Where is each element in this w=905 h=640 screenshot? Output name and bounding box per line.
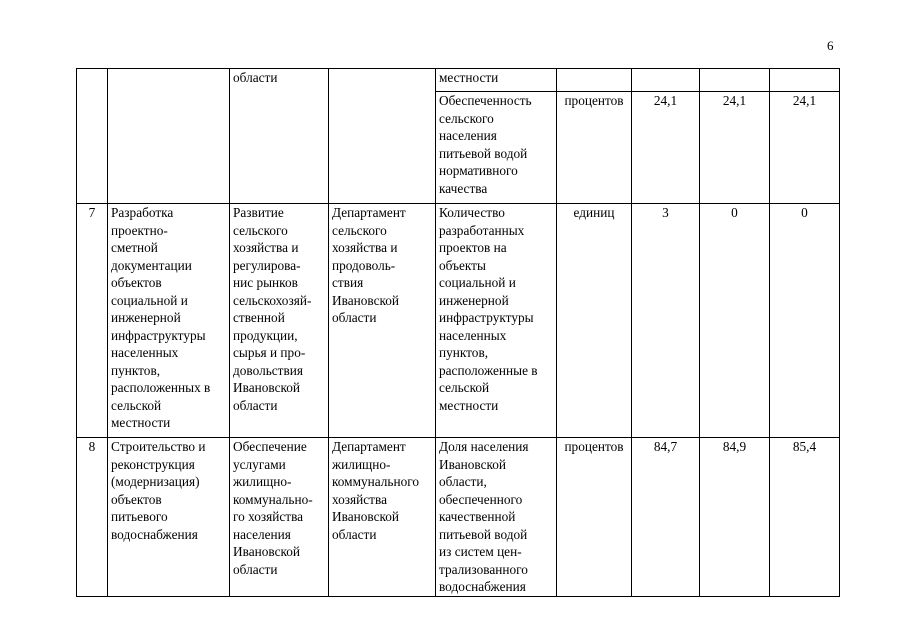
unit-cell: процентов xyxy=(557,92,632,204)
table-row xyxy=(77,69,840,92)
program-cell: Развитие сельского хозяйства и регулирова- нис рынков сельскохозяй- ственной продукции, сырья и про- довольствия Ивановской области xyxy=(230,204,329,438)
value-cell-1: 84,7 xyxy=(632,438,700,597)
value-cell-1: 24,1 xyxy=(632,92,700,204)
program-table xyxy=(76,68,840,597)
value-cell-3: 0 xyxy=(770,204,840,438)
indicator-cell: местности xyxy=(436,69,557,92)
value-cell-3 xyxy=(770,69,840,92)
value-cell-2: 84,9 xyxy=(700,438,770,597)
value-cell-1: 3 xyxy=(632,204,700,438)
row-number-cell: 7 xyxy=(77,204,108,438)
value-cell-1 xyxy=(632,69,700,92)
value-cell-3: 85,4 xyxy=(770,438,840,597)
page-number: 6 xyxy=(827,38,834,53)
value-cell-3: 24,1 xyxy=(770,92,840,204)
indicator-cell: Доля населения Ивановской области, обеспеченного качественной питьевой водой из систем цен- трализованного водоснабжения xyxy=(436,438,557,597)
executor-cell: Департамент сельского хозяйства и продоволь- ствия Ивановской области xyxy=(329,204,436,438)
program-cell: области xyxy=(230,69,329,204)
executor-cell: Департамент жилищно- коммунального хозяйства Ивановской области xyxy=(329,438,436,597)
event-cell xyxy=(108,69,230,204)
value-cell-2 xyxy=(700,69,770,92)
program-cell: Обеспечение услугами жилищно- коммунально- го хозяйства населения Ивановской области xyxy=(230,438,329,597)
executor-cell xyxy=(329,69,436,204)
table-row xyxy=(77,438,840,597)
event-cell: Разработка проектно- сметной документации объектов социальной и инженерной инфраструктуры населенных пунктов, расположенных в сельской местности xyxy=(108,204,230,438)
indicator-cell: Обеспеченность сельского населения питьевой водой нормативного качества xyxy=(436,92,557,204)
unit-cell: процентов xyxy=(557,438,632,597)
event-cell: Строительство и реконструкция (модернизация) объектов питьевого водоснабжения xyxy=(108,438,230,597)
unit-cell xyxy=(557,69,632,92)
value-cell-2: 24,1 xyxy=(700,92,770,204)
value-cell-2: 0 xyxy=(700,204,770,438)
row-number-cell: 8 xyxy=(77,438,108,597)
unit-cell: единиц xyxy=(557,204,632,438)
row-number-cell xyxy=(77,69,108,204)
table-row xyxy=(77,204,840,438)
indicator-cell: Количество разработанных проектов на объекты социальной и инженерной инфраструктуры населенных пунктов, расположенные в сельской местности xyxy=(436,204,557,438)
